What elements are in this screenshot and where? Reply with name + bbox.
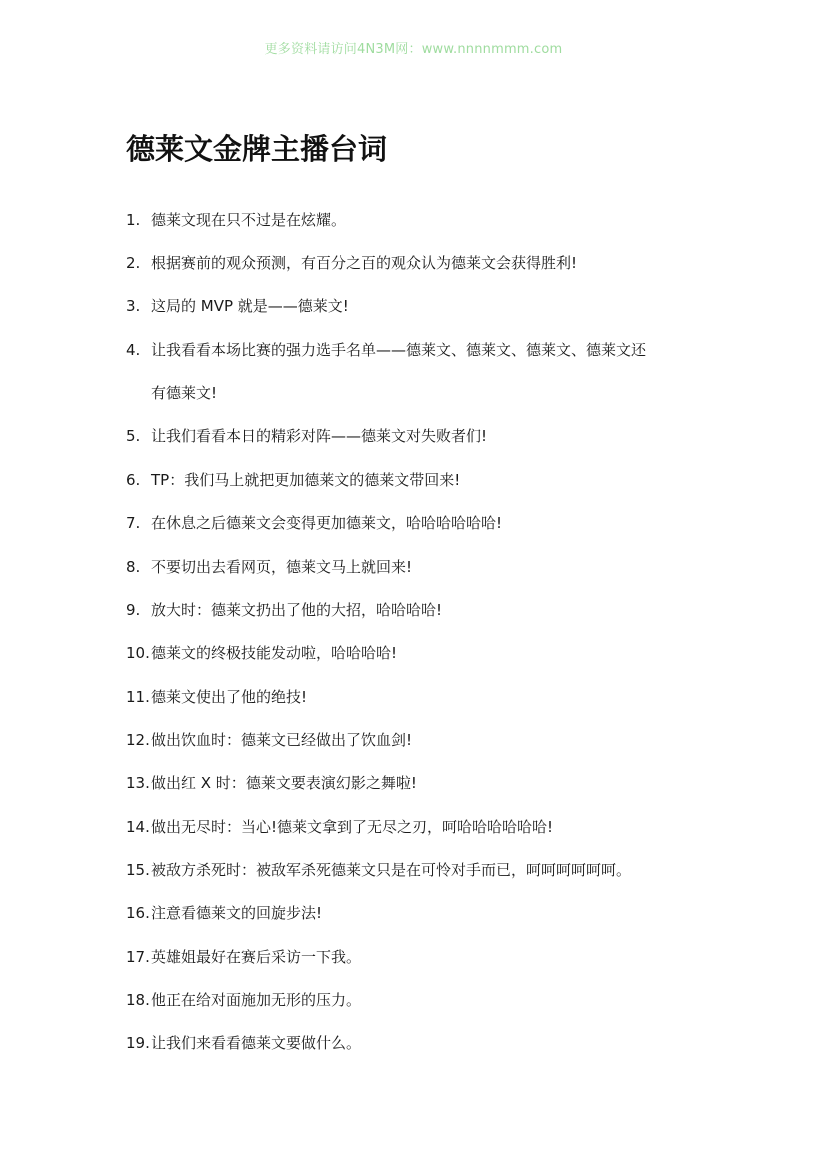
item-number: 9. — [126, 601, 141, 619]
list-item — [126, 512, 502, 534]
item-number: 19. — [126, 1034, 150, 1052]
item-number: 7. — [126, 514, 141, 532]
item-text: 被敌方杀死时：被敌军杀死德莱文只是在可怜对手而已，呵呵呵呵呵呵。 — [151, 861, 632, 879]
item-number: 6. — [126, 471, 141, 489]
item-text: 他正在给对面施加无形的压力。 — [151, 991, 362, 1009]
item-text: 德莱文现在只不过是在炫耀。 — [151, 211, 347, 229]
item-text: 不要切出去看网页，德莱文马上就回来! — [151, 558, 413, 576]
item-text: 德莱文的终极技能发动啦，哈哈哈哈! — [151, 644, 398, 662]
list-item — [126, 946, 361, 968]
item-text: 做出无尽时：当心!德莱文拿到了无尽之刃，呵哈哈哈哈哈哈! — [151, 818, 554, 836]
list-item — [126, 469, 460, 491]
item-number: 14. — [126, 818, 150, 836]
item-text: 做出饮血时：德莱文已经做出了饮血剑! — [151, 731, 413, 749]
list-item — [126, 729, 412, 751]
item-text: 注意看德莱文的回旋步法! — [151, 904, 323, 922]
item-number: 1. — [126, 211, 141, 229]
list-item — [126, 686, 307, 708]
list-item — [126, 295, 349, 317]
list-item — [126, 556, 412, 578]
list-item — [126, 816, 553, 838]
item-text: 在休息之后德莱文会变得更加德莱文，哈哈哈哈哈哈! — [151, 514, 503, 532]
item-number: 11. — [126, 688, 150, 706]
item-text: 英雄姐最好在赛后采访一下我。 — [151, 948, 362, 966]
item-text: TP：我们马上就把更加德莱文的德莱文带回来! — [151, 471, 461, 489]
item-text: 让我们来看看德莱文要做什么。 — [151, 1034, 362, 1052]
list-item — [126, 599, 442, 621]
item-text: 放大时：德莱文扔出了他的大招，哈哈哈哈! — [151, 601, 443, 619]
item-number: 15. — [126, 861, 150, 879]
item-number: 12. — [126, 731, 150, 749]
list-item — [126, 902, 322, 924]
item-number: 10. — [126, 644, 150, 662]
item-text: 这局的 MVP 就是——德莱文! — [151, 297, 349, 315]
item-text: 德莱文使出了他的绝技! — [151, 688, 308, 706]
item-text: 根据赛前的观众预测，有百分之百的观众认为德莱文会获得胜利! — [151, 254, 578, 272]
item-number: 8. — [126, 558, 141, 576]
document-title: 德莱文金牌主播台词 — [126, 132, 388, 166]
item-number: 13. — [126, 774, 150, 792]
list-item — [126, 339, 646, 361]
list-item — [126, 1032, 361, 1054]
item-number: 16. — [126, 904, 150, 922]
item-number: 3. — [126, 297, 141, 315]
list-item — [126, 252, 577, 274]
list-item — [126, 642, 397, 664]
watermark-text: 更多资料请访问4N3M网：www.nnnnmmm.com — [264, 42, 563, 57]
item-number: 17. — [126, 948, 150, 966]
list-item — [126, 425, 487, 447]
list-item-continuation: 有德莱文! — [151, 384, 218, 402]
list-item — [126, 209, 346, 231]
list-item — [126, 989, 361, 1011]
item-text: 让我看看本场比赛的强力选手名单——德莱文、德莱文、德莱文、德莱文还 — [151, 341, 647, 359]
item-number: 18. — [126, 991, 150, 1009]
item-number: 5. — [126, 427, 141, 445]
item-number: 4. — [126, 341, 141, 359]
item-number: 2. — [126, 254, 141, 272]
item-text: 做出红 X 时：德莱文要表演幻影之舞啦! — [151, 774, 417, 792]
list-item — [126, 772, 417, 794]
item-text: 让我们看看本日的精彩对阵——德莱文对失败者们! — [151, 427, 488, 445]
list-item — [126, 859, 631, 881]
